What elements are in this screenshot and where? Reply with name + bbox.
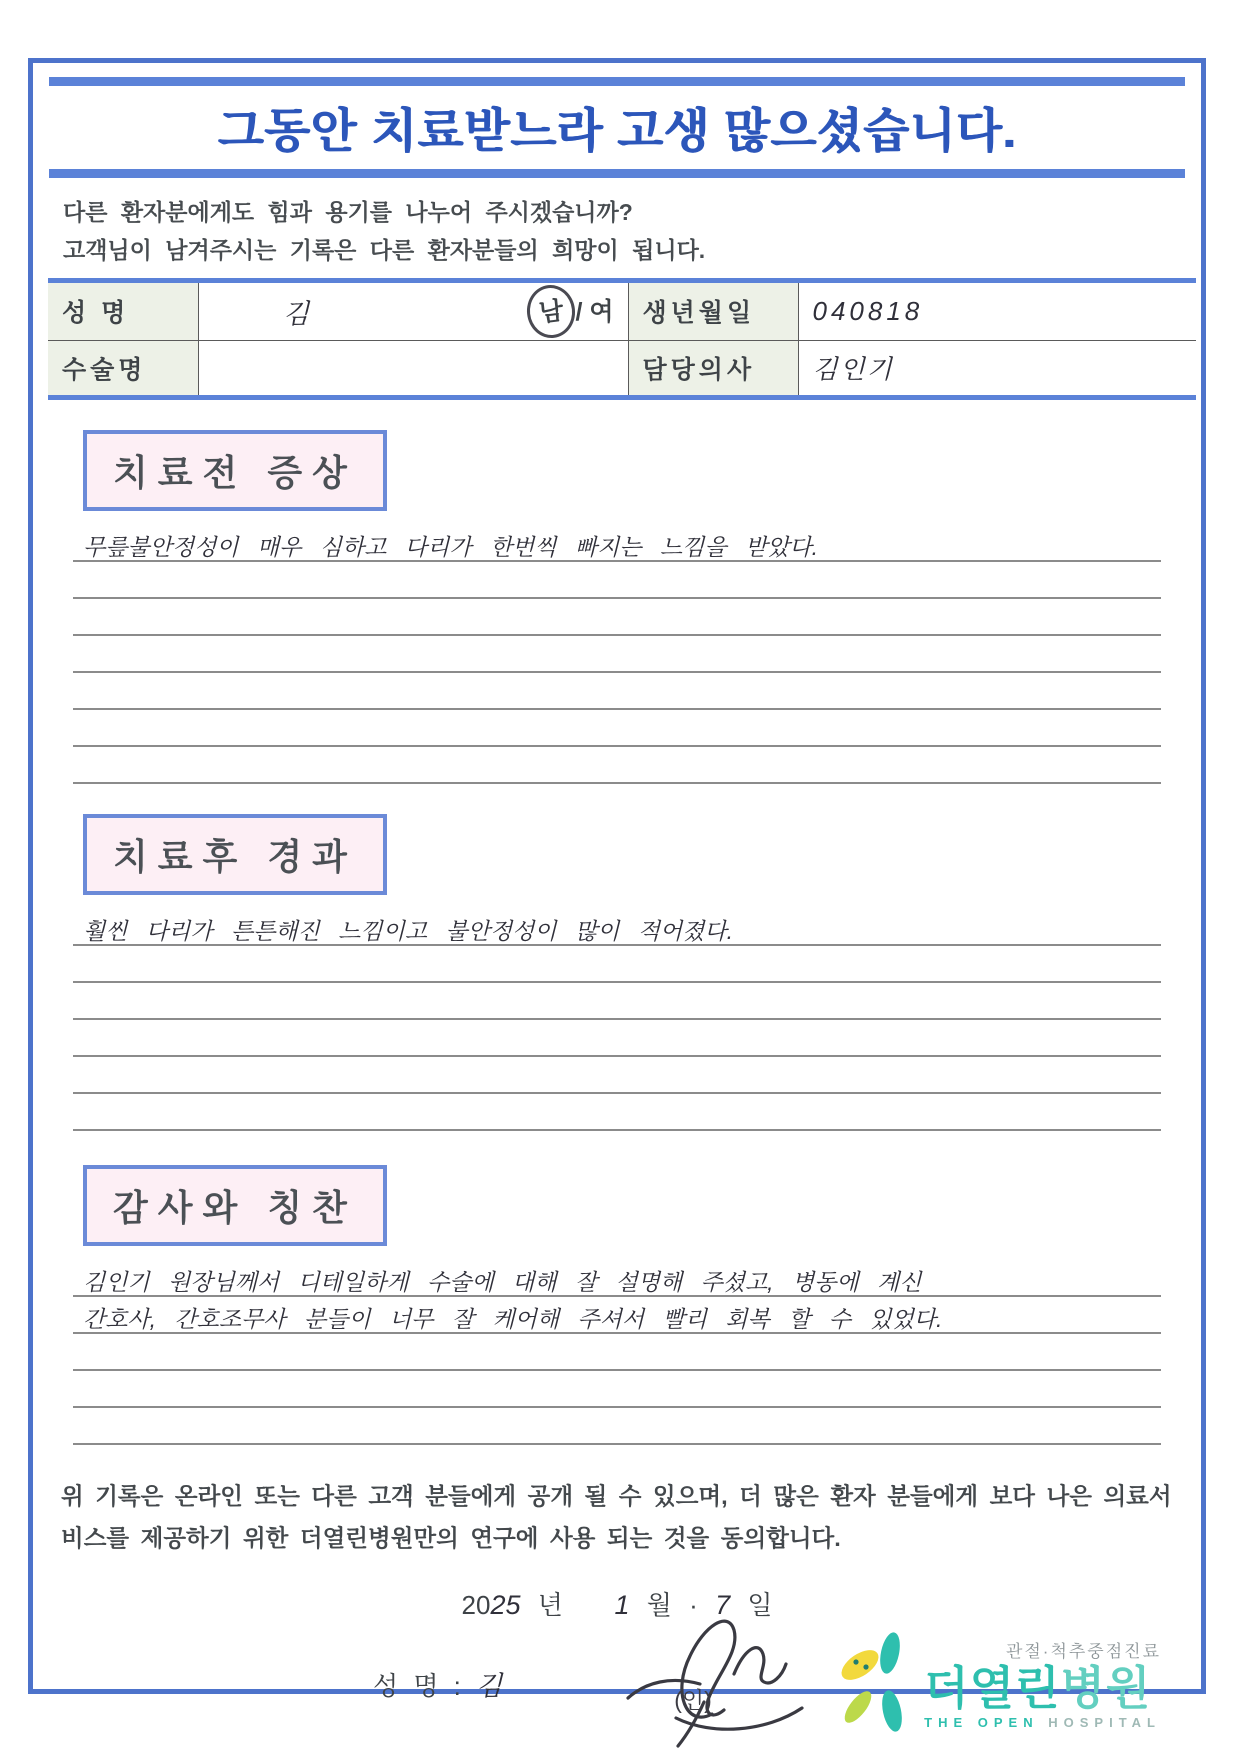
ruled-line xyxy=(73,946,1161,983)
name-cell xyxy=(198,280,628,340)
gender-male-circled: 남 xyxy=(525,283,578,341)
doctor-label: 담당의사 xyxy=(628,340,798,397)
section-title-box xyxy=(83,1165,387,1246)
ruled-line xyxy=(73,1408,1161,1445)
section-thanks-praise xyxy=(73,1165,1161,1445)
handwritten-entry: 무릎불안정성이 매우 심하고 다리가 한번씩 빠지는 느낌을 받았다. xyxy=(73,525,1161,562)
logo-subtitle xyxy=(924,1715,1161,1730)
surgery-label: 수술명 xyxy=(48,340,198,397)
ruled-line xyxy=(73,1371,1161,1408)
birthdate-label: 생년월일 xyxy=(628,280,798,340)
doctor-cell xyxy=(798,340,1196,397)
logo-name-part2: 병원 xyxy=(1060,1661,1152,1714)
section-title: 치료후 경과 xyxy=(113,835,357,877)
signature-scribble xyxy=(616,1596,826,1746)
logo-subtitle-part2: HOSPITAL xyxy=(1048,1715,1161,1731)
banner-bottom-rule xyxy=(49,169,1185,178)
gender-field xyxy=(527,285,613,338)
date-day-unit: 일 xyxy=(747,1590,773,1621)
signer-name-handwritten: 김 xyxy=(476,1670,507,1701)
ruled-line xyxy=(73,1020,1161,1057)
ruled-line xyxy=(73,1334,1161,1371)
form-title: 그동안 치료받느라 고생 많으셨습니다. xyxy=(217,104,1017,157)
scanned-form-page xyxy=(28,58,1206,1731)
ruled-line xyxy=(73,599,1161,636)
signer-name-label: 성 명 : xyxy=(373,1670,465,1701)
section-title-box xyxy=(83,430,387,511)
date-month-handwritten: 1 xyxy=(614,1590,630,1621)
signature-block xyxy=(616,1624,826,1742)
ruled-line xyxy=(73,1094,1161,1131)
gender-separator: / xyxy=(575,297,590,326)
intro-line-2: 고객님이 남겨주시는 기록은 다른 환자분들의 희망이 됩니다. xyxy=(63,236,706,263)
handwritten-entry: 간호사, 간호조무사 분들이 너무 잘 케어해 주셔서 빨리 회복 할 수 있었다. xyxy=(73,1297,1161,1334)
section-title: 감사와 칭찬 xyxy=(113,1186,357,1228)
date-day-handwritten: 7 xyxy=(715,1590,731,1621)
section-title-box xyxy=(83,814,387,895)
date-year-handwritten: 25 xyxy=(490,1590,521,1621)
birthdate-cell xyxy=(798,280,1196,340)
ruled-lines xyxy=(73,525,1161,784)
surgery-cell xyxy=(198,340,628,397)
patient-info-table xyxy=(48,278,1196,400)
banner-top-rule xyxy=(49,77,1185,86)
ruled-lines xyxy=(73,909,1161,1131)
gender-female: 여 xyxy=(589,297,614,326)
logo-name xyxy=(924,1661,1152,1714)
handwritten-entry: 훨씬 다리가 튼튼해진 느낌이고 불안정성이 많이 적어졌다. xyxy=(73,909,1161,946)
table-row xyxy=(48,280,1196,340)
date-year-unit: 년 xyxy=(537,1590,563,1621)
ruled-line xyxy=(73,673,1161,710)
seal-placeholder: (인) xyxy=(674,1687,712,1714)
section-before-treatment xyxy=(73,430,1161,784)
section-after-treatment xyxy=(73,814,1161,1131)
hospital-logo-text xyxy=(924,1637,1161,1730)
intro-line-1: 다른 환자분에게도 힘과 용기를 나누어 주시겠습니까? xyxy=(63,199,633,225)
ruled-line xyxy=(73,710,1161,747)
table-row xyxy=(48,340,1196,397)
logo-tagline: 관절·척추중점진료 xyxy=(1005,1641,1161,1661)
doctor-value-handwritten: 김인기 xyxy=(812,354,894,385)
date-dot: · xyxy=(689,1590,698,1621)
ruled-line xyxy=(73,1057,1161,1094)
ruled-line xyxy=(73,636,1161,673)
ruled-line xyxy=(73,983,1161,1020)
name-label: 성 명 xyxy=(48,280,198,340)
hospital-logo-icon xyxy=(836,1631,920,1735)
date-month-unit: 월 xyxy=(646,1590,672,1621)
name-value-handwritten: 김 xyxy=(282,298,309,329)
ruled-line xyxy=(73,747,1161,784)
consent-statement: 위 기록은 온라인 또는 다른 고객 분들에게 공개 될 수 있으며, 더 많은 환자 분들에게 보다 나은 의료서비스를 제공하기 위한 더열린병원만의 연구에 사용 되는 것을 동의합니다. xyxy=(61,1482,1172,1552)
logo-name-part1: 더열린 xyxy=(924,1661,1061,1714)
intro-text xyxy=(63,194,1171,270)
handwritten-entry: 김인기 원장님께서 디테일하게 수술에 대해 잘 설명해 주셨고, 병동에 계신 xyxy=(73,1260,1161,1297)
section-title: 치료전 증상 xyxy=(113,451,357,493)
birthdate-value-handwritten: 040818 xyxy=(812,295,924,326)
ruled-line xyxy=(73,562,1161,599)
signer-name-field xyxy=(373,1664,506,1703)
title-banner xyxy=(49,77,1185,178)
date-century: 20 xyxy=(461,1590,491,1621)
signature-row xyxy=(73,1624,1161,1742)
ruled-lines xyxy=(73,1260,1161,1445)
hospital-logo xyxy=(836,1631,1161,1735)
logo-subtitle-part1: THE OPEN xyxy=(924,1715,1039,1731)
